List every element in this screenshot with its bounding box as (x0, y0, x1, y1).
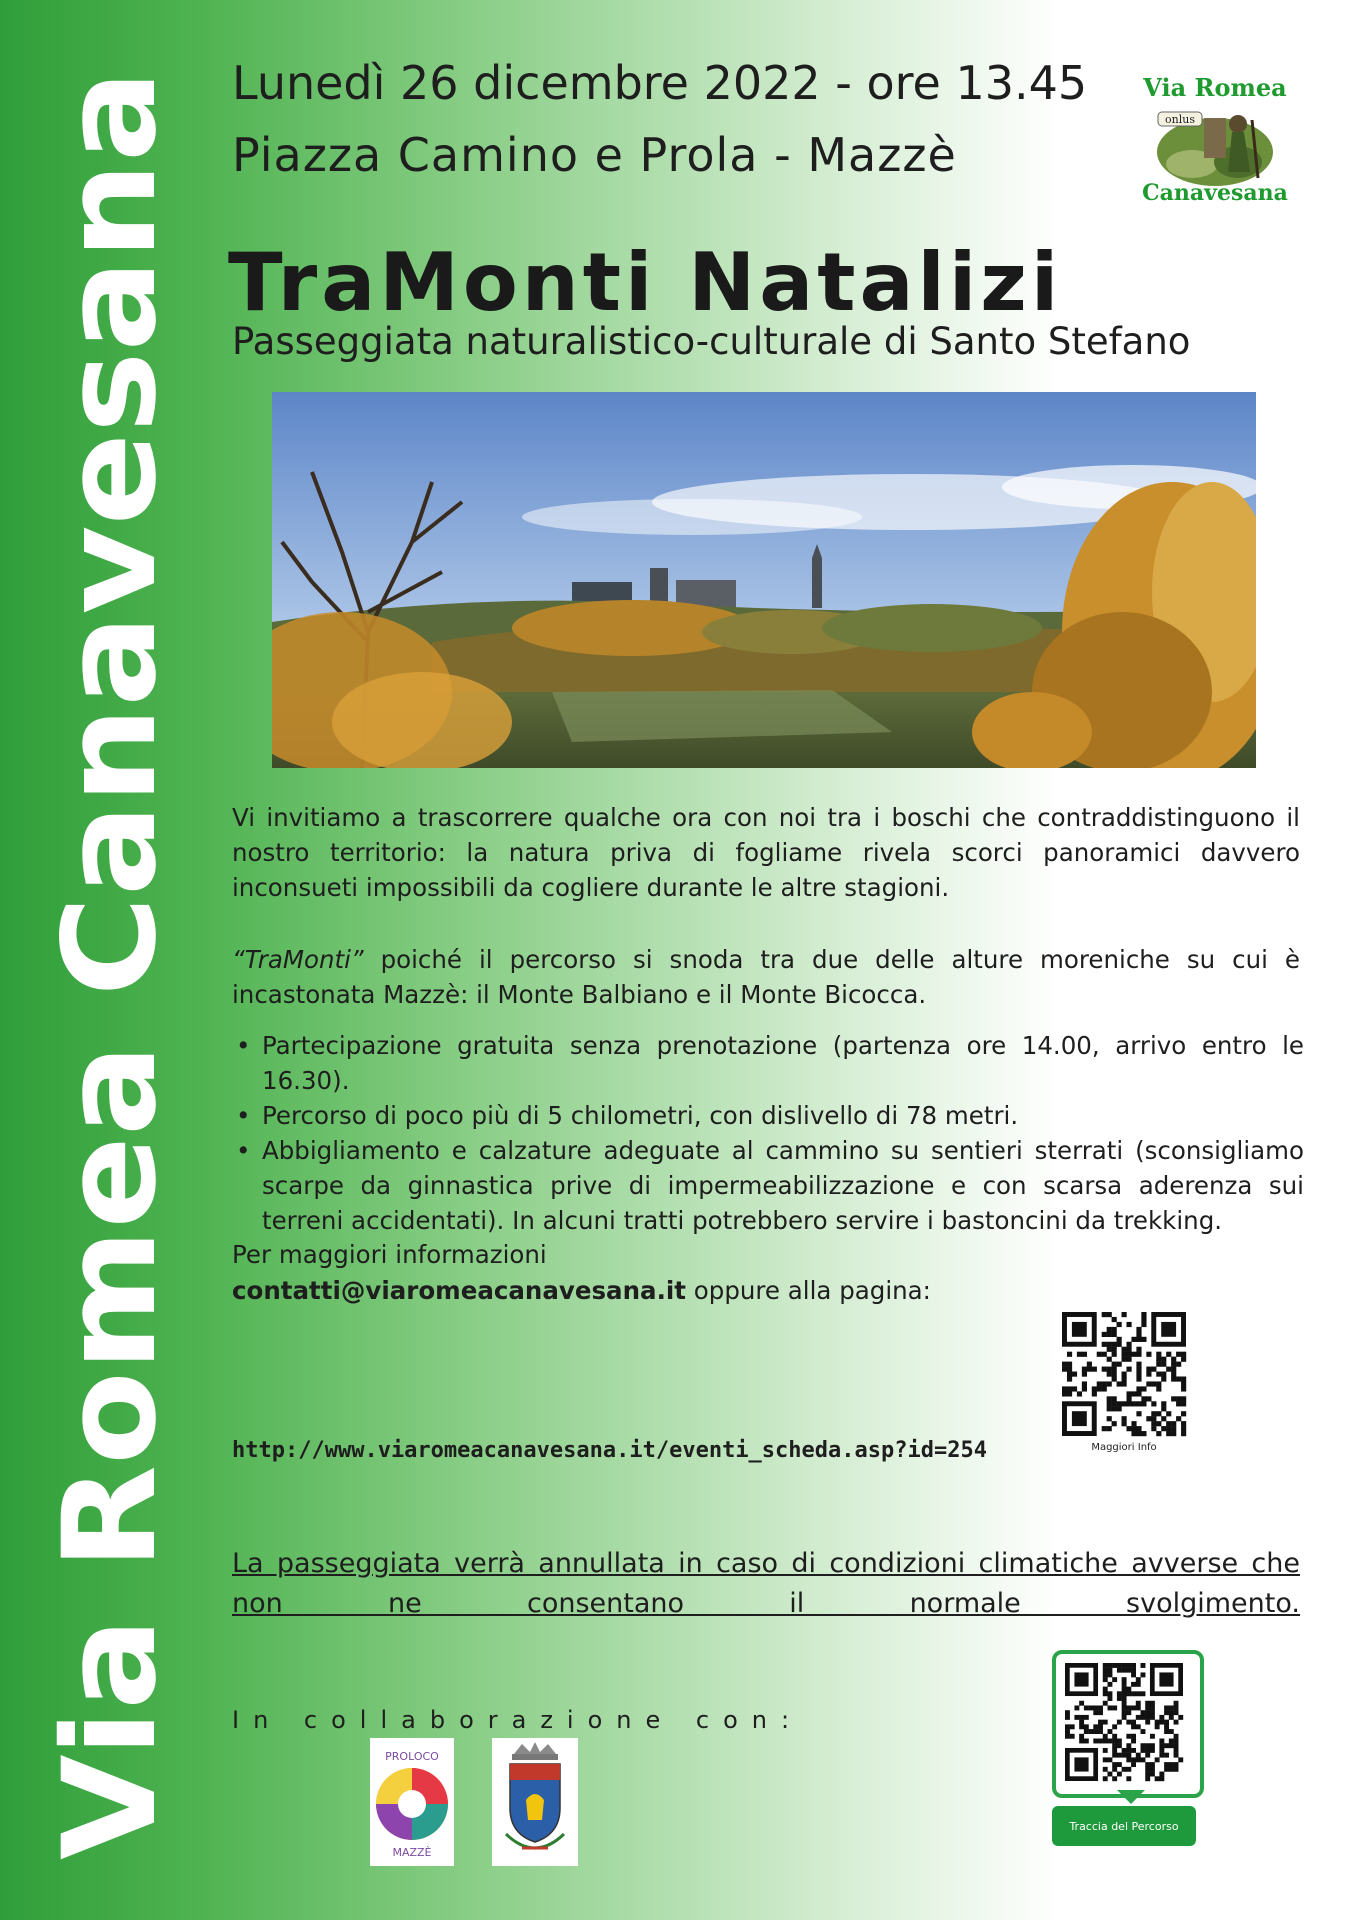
proloco-bottom-text: MAZZÈ (392, 1846, 432, 1859)
tramonti-rest: poiché il percorso si snoda tra due delle alture moreniche su cui è incastonata Mazzè: il Monte Balbiano e il Monte Bicocca. (232, 945, 1300, 1009)
list-item (232, 1133, 1304, 1238)
contact-email-link[interactable]: contatti@viaromeacanavesana.it (232, 1276, 686, 1305)
route-qr-pointer (1117, 1790, 1145, 1804)
tramonti-paragraph (232, 942, 1300, 1012)
info-qr-label: Maggiori Info (1091, 1442, 1157, 1453)
proloco-top-text: PROLOCO (385, 1750, 439, 1763)
landscape-photo (272, 392, 1256, 768)
logo-bottom-text: Canavesana (1142, 180, 1288, 206)
subtitle: Passeggiata naturalistico-culturale di Santo Stefano (232, 320, 1191, 363)
logo-badge-text: onlus (1165, 113, 1195, 126)
list-item-text: Abbigliamento e calzature adeguate al cammino su sentieri sterrati (sconsigliamo scarpe da ginnastica prive di impermeabilizzazione e con scarsa aderenza sui terreni accidentati). In alcuni tratti potrebbero servire i bastoncini da trekking. (262, 1136, 1304, 1235)
proloco-logo (370, 1738, 454, 1866)
side-title-text: Via Romea Canavesana (36, 182, 185, 1860)
list-item-text: Partecipazione gratuita senza prenotazione (partenza ore 14.00, arrivo entro le 16.30). (262, 1031, 1304, 1095)
event-place: Piazza Camino e Prola - Mazzè (232, 128, 957, 182)
info-qr-code[interactable] (1058, 1308, 1190, 1440)
main-title: TraMonti Natalizi (228, 236, 1063, 329)
intro-paragraph: Vi invitiamo a trascorrere qualche ora con noi tra i boschi che contraddistinguono il nostro territorio: la natura priva di fogliame rivela scorci panoramici davvero inconsueti impossibili da cogliere durante le altre stagioni. (232, 803, 1300, 902)
logo-top-text: Via Romea (1143, 73, 1287, 102)
via-romea-logo (1140, 60, 1290, 210)
info-label: Per maggiori informazioni (232, 1240, 547, 1269)
side-title (34, 60, 194, 1860)
event-url-link[interactable]: http://www.viaromeacanavesana.it/eventi_scheda.asp?id=254 (232, 1438, 987, 1463)
event-date-time: Lunedì 26 dicembre 2022 - ore 13.45 (232, 56, 1088, 110)
details-list (232, 1028, 1304, 1238)
bullet-icon: • (236, 1136, 251, 1165)
list-item (232, 1098, 1304, 1133)
contact-line (232, 1276, 931, 1305)
route-qr-label: Traccia del Percorso (1052, 1806, 1196, 1846)
tramonti-lead: “TraMonti” (232, 945, 364, 974)
contact-suffix: oppure alla pagina: (685, 1276, 931, 1305)
comune-crest-logo (492, 1738, 578, 1866)
route-qr-code[interactable] (1052, 1650, 1204, 1798)
collaboration-label: In collaborazione con: (232, 1706, 804, 1734)
bullet-icon: • (236, 1101, 251, 1130)
cancellation-notice: La passeggiata verrà annullata in caso di condizioni climatiche avverse che non ne consentano il normale svolgimento. (232, 1548, 1300, 1619)
list-item (232, 1028, 1304, 1098)
list-item-text: Percorso di poco più di 5 chilometri, con dislivello di 78 metri. (262, 1101, 1019, 1130)
bullet-icon: • (236, 1031, 251, 1060)
